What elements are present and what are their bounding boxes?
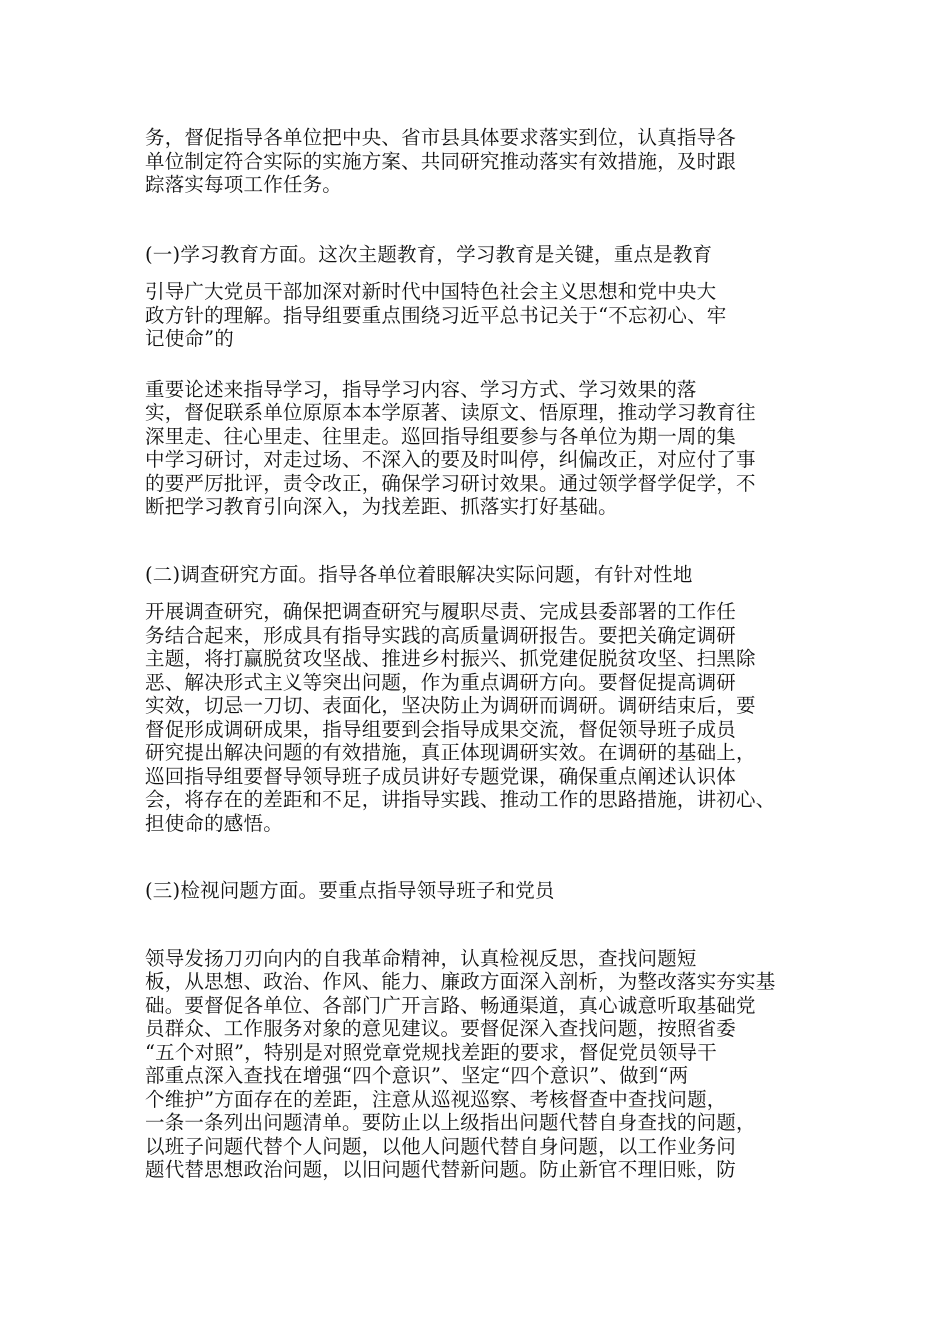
paragraph-investigation-body: 开展调查研究，确保把调查研究与履职尽责、完成县委部署的工作任 务结合起来，形成具有指导实践的高质量调研报告。要把关确定调研 主题，将打赢脱贫攻坚战、推进乡村振兴、抓党建促脱贫攻坚、扫黑除 恶、解决形式主义等突出问题，作为重点调研方向。要督促提高调研 实效，切忌一刀切、表面化，坚决防止为调研而调研。调研结束后，要 督促形成调研成果，指导组要到会指导成果交流，督促领导班子成员 研究提出解决问题的有效措施，真正体现调研实效。在调研的基础上， 巡回指导组要督导领导班子成员讲好专题党课，确保重点阐述认识体 会，将存在的差距和不足，讲指导实践、推动工作的思路措施，讲初心、 担使命的感悟。 xyxy=(145,600,776,835)
paragraph-study-guidance: 重要论述来指导学习，指导学习内容、学习方式、学习效果的落 实，督促联系单位原原本本学原著、读原文、悟原理，推动学习教育往 深里走、往心里走、往里走。巡回指导组要参与各单位为期一周的集 中学习研讨，对走过场、不深入的要及时叫停，纠偏改正，对应付了事 的要严厉批评，责令改正，确保学习研讨效果。通过领学督学促学，不 断把学习教育引向深入，为找差距、抓落实打好基础。 xyxy=(145,377,756,518)
document-page xyxy=(145,118,810,1182)
paragraph-problem-review-heading: (三)检视问题方面。要重点指导领导班子和党员 xyxy=(145,879,555,902)
paragraph-continuation: 务，督促指导各单位把中央、省市县具体要求落实到位，认真指导各 单位制定符合实际的实施方案、共同研究推动落实有效措施，及时跟 踪落实每项工作任务。 xyxy=(145,126,737,196)
paragraph-study-education-heading: (一)学习教育方面。这次主题教育，学习教育是关键，重点是教育 xyxy=(145,242,713,266)
paragraph-study-education-body: 引导广大党员干部加深对新时代中国特色社会主义思想和党中央大 政方针的理解。指导组要重点围绕习近平总书记关于“不忘初心、牢 记使命”的 xyxy=(145,280,727,350)
paragraph-investigation-heading: (二)调查研究方面。指导各单位着眼解决实际问题，有针对性地 xyxy=(145,562,693,586)
paragraph-problem-review-body: 领导发扬刀刃向内的自我革命精神，认真检视反思，查找问题短 板，从思想、政治、作风、能力、廉政方面深入剖析，为整改落实夯实基 础。要督促各单位、各部门广开言路、畅通渠道，真心诚意听取基础党 员群众、工作服务对象的意见建议。要督促深入查找问题，按照省委 “五个对照”，特别是对照党章党规找差距的要求，督促党员领导干 部重点深入查找在增强“四个意识”、坚定“四个意识”、做到“两 个维护”方面存在的差距，注意从巡视巡察、考核督查中查找问题， 一条一条列出问题清单。要防止以上级指出问题代替自身查找的问题， 以班子问题代替个人问题，以他人问题代替自身问题，以工作业务问 题代替思想政治问题，以旧问题代替新问题。防止新官不理旧账，防 xyxy=(145,946,776,1181)
